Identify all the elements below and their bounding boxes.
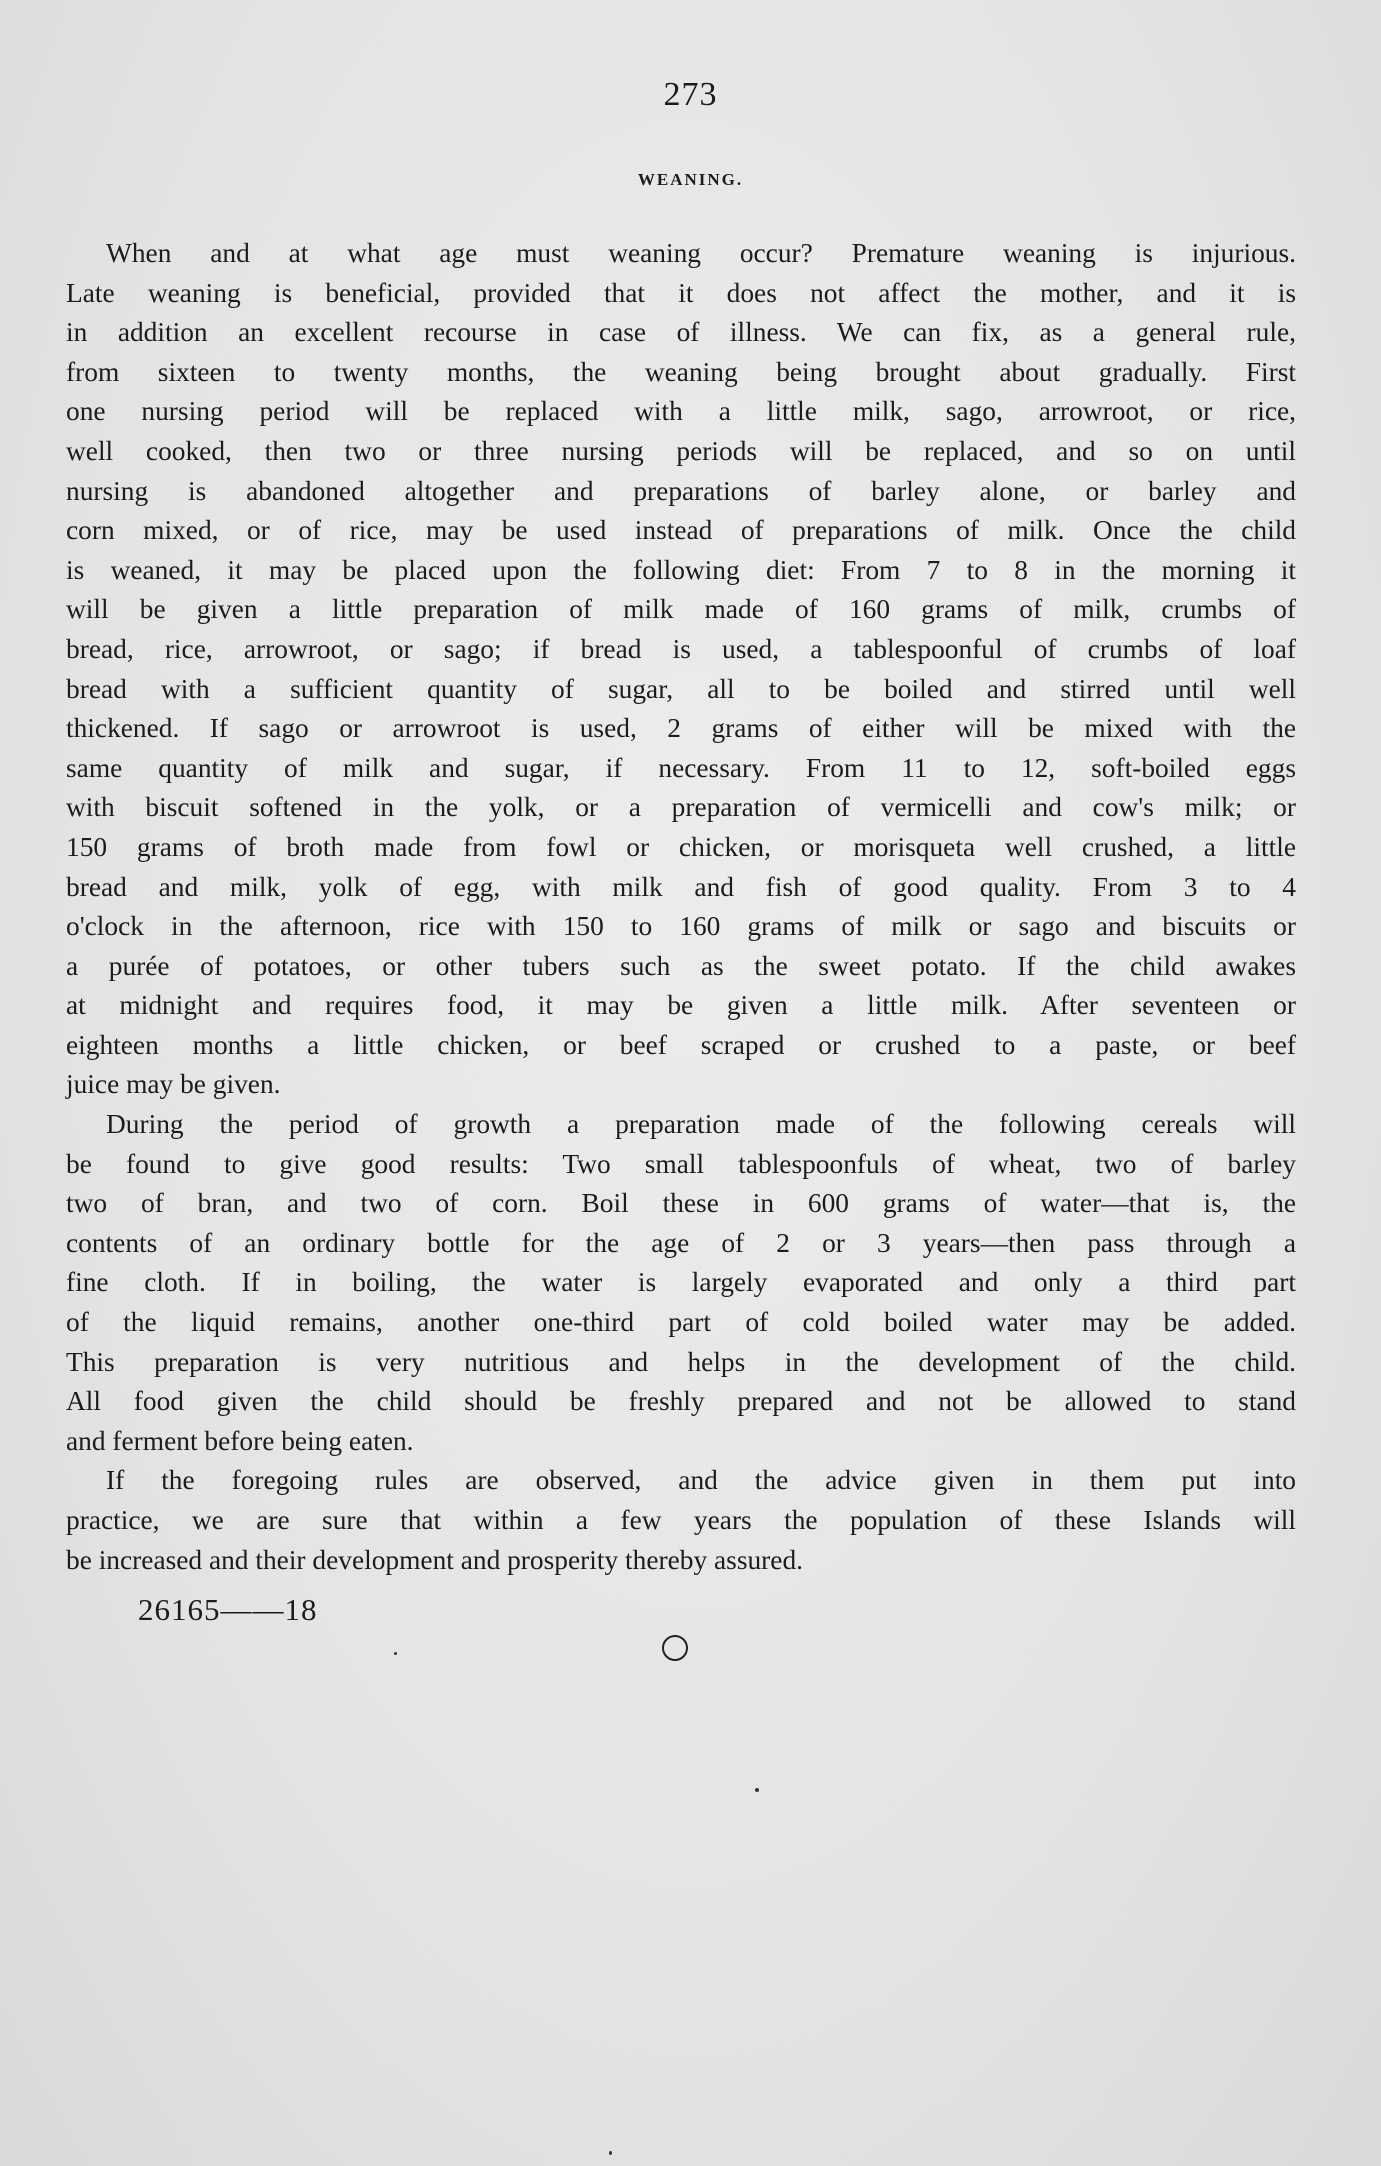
text-line: juice may be given. xyxy=(66,1069,281,1100)
text-line: eighteen months a little chicken, or beef scraped or crushed to a paste, or beef xyxy=(66,1029,1296,1060)
text-line: During the period of growth a preparation made of the following cereals will xyxy=(106,1109,1296,1140)
text-line: with biscuit softened in the yolk, or a preparation of vermicelli and cow's milk; or xyxy=(66,792,1296,823)
text-line: will be given a little preparation of milk made of 160 grams of milk, crumbs of xyxy=(66,594,1296,625)
text-line: from sixteen to twenty months, the weaning being brought about gradually. First xyxy=(66,356,1296,387)
text-line: This preparation is very nutritious and helps in the development of the child. xyxy=(66,1346,1296,1377)
text-line: same quantity of milk and sugar, if necessary. From 11 to 12, soft-boiled eggs xyxy=(66,752,1296,783)
text-line: of the liquid remains, another one-third part of cold boiled water may be added. xyxy=(66,1307,1296,1338)
body-text xyxy=(66,234,1296,1580)
text-line: practice, we are sure that within a few years the population of these Islands will xyxy=(66,1505,1296,1535)
text-line: a purée of potatoes, or other tubers such as the sweet potato. If the child awakes xyxy=(66,950,1296,981)
text-line: Late weaning is beneficial, provided that it does not affect the mother, and it is xyxy=(66,277,1296,308)
text-line: is weaned, it may be placed upon the following diet: From 7 to 8 in the morning it xyxy=(66,554,1296,585)
text-line: nursing is abandoned altogether and preparations of barley alone, or barley and xyxy=(66,475,1296,506)
text-line: 150 grams of broth made from fowl or chicken, or morisqueta well crushed, a little xyxy=(66,831,1296,862)
text-line: thickened. If sago or arrowroot is used, 2 grams of either will be mixed with the xyxy=(66,713,1296,744)
text-line: two of bran, and two of corn. Boil these in 600 grams of water—that is, the xyxy=(66,1188,1296,1219)
text-line: corn mixed, or of rice, may be used instead of preparations of milk. Once the child xyxy=(66,515,1296,546)
text-line: When and at what age must weaning occur? Premature weaning is injurious. xyxy=(106,238,1296,268)
section-title: WEANING. xyxy=(637,170,744,189)
page-number: 273 xyxy=(663,76,718,113)
speck-mark xyxy=(755,1788,759,1792)
text-line: be increased and their development and prosperity thereby assured. xyxy=(66,1544,803,1575)
paragraph-1 xyxy=(66,234,1296,1105)
paragraph-2 xyxy=(66,1105,1296,1461)
text-line: fine cloth. If in boiling, the water is largely evaporated and only a third part xyxy=(66,1267,1296,1298)
paragraph-3 xyxy=(66,1461,1296,1580)
text-line: be found to give good results: Two small tablespoonfuls of wheat, two of barley xyxy=(66,1148,1296,1179)
text-line: bread and milk, yolk of egg, with milk and fish of good quality. From 3 to 4 xyxy=(66,871,1296,902)
text-line: All food given the child should be freshly prepared and not be allowed to stand xyxy=(66,1386,1296,1417)
speck-mark xyxy=(394,1652,397,1655)
text-line: and ferment before being eaten. xyxy=(66,1425,414,1456)
speck-mark xyxy=(609,2151,612,2155)
print-code: 26165——18 xyxy=(138,1592,318,1627)
text-line: contents of an ordinary bottle for the age of 2 or 3 years—then pass through a xyxy=(66,1227,1296,1258)
circle-ornament-icon xyxy=(662,1635,688,1661)
text-line: If the foregoing rules are observed, and the advice given in them put into xyxy=(106,1465,1296,1496)
text-line: at midnight and requires food, it may be given a little milk. After seventeen or xyxy=(66,990,1296,1021)
text-line: in addition an excellent recourse in case of illness. We can fix, as a general rule, xyxy=(66,317,1296,348)
text-line: one nursing period will be replaced with a little milk, sago, arrowroot, or rice, xyxy=(66,396,1296,427)
text-line: well cooked, then two or three nursing periods will be replaced, and so on until xyxy=(66,435,1296,466)
text-line: bread with a sufficient quantity of sugar, all to be boiled and stirred until well xyxy=(66,673,1296,704)
text-line: bread, rice, arrowroot, or sago; if bread is used, a tablespoonful of crumbs of loaf xyxy=(66,633,1296,664)
text-line: o'clock in the afternoon, rice with 150 to 160 grams of milk or sago and biscuits or xyxy=(66,911,1296,942)
